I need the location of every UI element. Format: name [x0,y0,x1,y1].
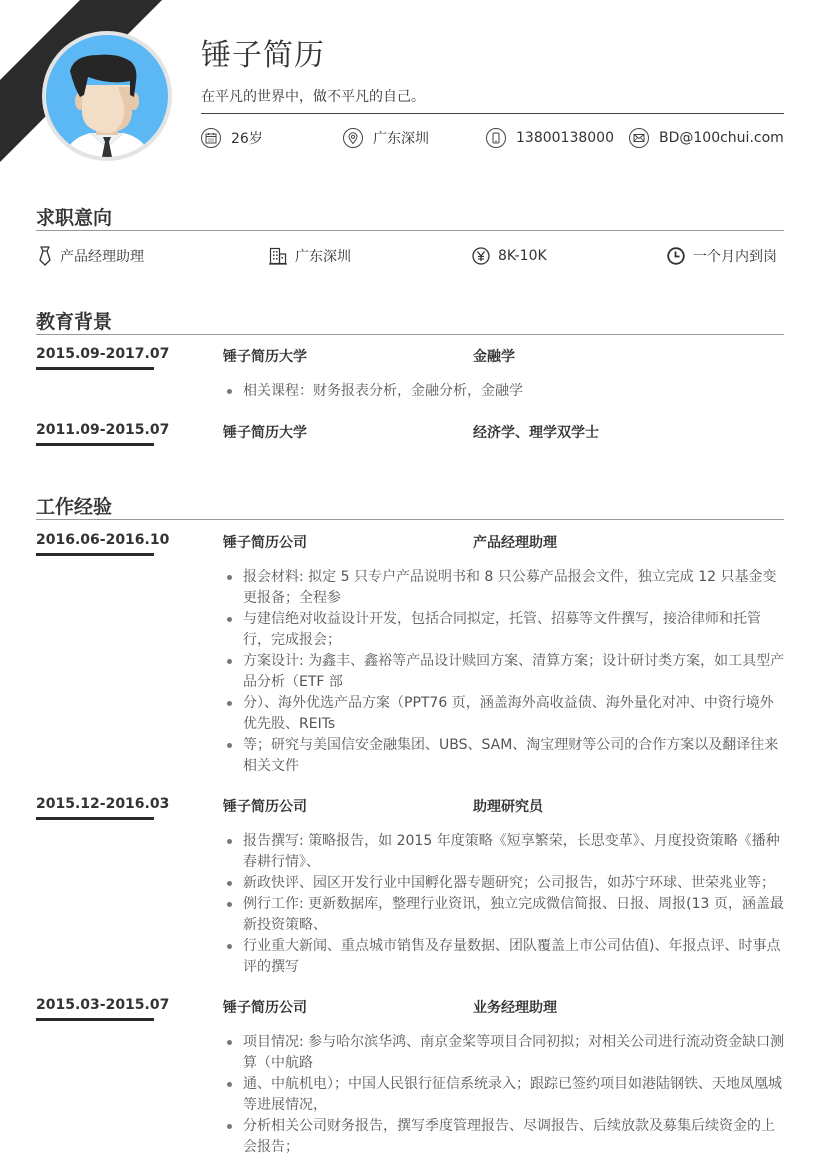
info-email [629,127,784,149]
job-role: 业务经理助理 [473,1000,557,1016]
clock-icon [667,247,685,265]
bullet-item: 分）、海外优选产品方案（PPT76 页，涵盖海外高收益债、海外量化对冲、中资行境外优先股、REITs [225,693,785,735]
major: 经济学、理学双学士 [473,425,599,441]
entry-date: 2015.09-2017.07 [36,346,170,362]
school-name: 锤子简历大学 [223,425,307,441]
bullet-item: 报会材料: 拟定 5 只专户产品说明书和 8 只公募产品报会文件，独立完成 12 只基金变更报备；全程参 [225,567,785,609]
date-underline [36,443,154,446]
entry-date: 2015.03-2015.07 [36,997,170,1013]
bullet-item: 行业重大新闻、重点城市销售及存量数据、团队覆盖上市公司估值)、年报点评、时事点评的撰写 [225,936,785,978]
location-pin-icon [343,128,363,148]
info-phone [486,127,614,149]
yen-icon [472,247,490,265]
bullet-item: 项目情况: 参与哈尔滨华鸿、南京金桨等项目合同初拟；对相关公司进行流动资金缺口测算（中航路 [225,1032,785,1074]
age-value: 26岁 [231,131,263,147]
entry-date: 2015.12-2016.03 [36,796,170,812]
date-underline [36,553,154,556]
bullet-item: 例行工作: 更新数据库，整理行业资讯，独立完成微信简报、日报、周报(13 页，涵盖最新投资策略、 [225,894,785,936]
section-divider [36,230,784,231]
intent-availability [667,245,777,267]
avatar-illustration [46,35,168,157]
info-age [201,127,263,149]
bullet-item: 通、中航机电）；中国人民银行征信系统录入；跟踪已签约项目如港陆钢铁、天地凤凰城等进展情况， [225,1074,785,1116]
intent-city-value: 广东深圳 [295,249,351,265]
bullet-item: 与建信绝对收益设计开发，包括合同拟定，托管、招募等文件撰写，接洽律师和托管行，完成报会； [225,609,785,651]
entry-bullets [225,831,785,978]
bullet-item: 等；研究与美国信安金融集团、UBS、SAM、淘宝理财等公司的合作方案以及翻译往来相关文件 [225,735,785,777]
job-role: 助理研究员 [473,799,543,815]
bullet-item: 报告撰写: 策略报告，如 2015 年度策略《短享繁荣，长思变革》、月度投资策略《播种春耕行情》、 [225,831,785,873]
intent-salary-value: 8K-10K [498,248,547,264]
location-value: 广东深圳 [373,131,429,147]
bullet-item: 新政快评、园区开发行业中国孵化器专题研究；公司报告，如苏宁环球、世荣兆业等； [225,873,785,894]
major: 金融学 [473,349,515,365]
candidate-name: 锤子简历 [201,38,325,73]
calendar-icon [201,128,221,148]
avatar [42,31,172,161]
intent-city [269,245,351,267]
contact-info-row [201,127,791,149]
phone-icon [486,128,506,148]
entry-bullets [225,381,785,402]
date-underline [36,817,154,820]
building-icon [269,247,287,265]
bullet-item: 分析相关公司财务报告，撰写季度管理报告、尽调报告、后续放款及募集后续资金的上会报告； [225,1116,785,1158]
section-title-intent: 求职意向 [36,207,113,229]
school-name: 锤子简历大学 [223,349,307,365]
header-divider [201,113,784,114]
section-title-work: 工作经验 [36,496,113,518]
intent-position-value: 产品经理助理 [60,249,144,265]
section-divider [36,519,784,520]
section-divider [36,334,784,335]
tie-icon [38,246,52,266]
date-underline [36,1018,154,1021]
entry-bullets [225,1032,785,1158]
job-role: 产品经理助理 [473,535,557,551]
info-location [343,127,429,149]
intent-salary [472,245,547,267]
entry-date: 2011.09-2015.07 [36,422,170,438]
entry-bullets [225,567,785,777]
email-value: BD@100chui.com [659,130,784,146]
intent-availability-value: 一个月内到岗 [693,249,777,265]
section-title-education: 教育背景 [36,311,113,333]
intent-position [38,245,144,267]
company-name: 锤子简历公司 [223,1000,307,1016]
company-name: 锤子简历公司 [223,535,307,551]
bullet-item: 方案设计: 为鑫丰、鑫裕等产品设计赎回方案、清算方案；设计研讨类方案，如工具型产品分析（ETF 部 [225,651,785,693]
mail-icon [629,128,649,148]
entry-date: 2016.06-2016.10 [36,532,170,548]
date-underline [36,367,154,370]
motto: 在平凡的世界中，做不平凡的自己。 [201,89,425,105]
company-name: 锤子简历公司 [223,799,307,815]
phone-value: 13800138000 [516,130,614,146]
bullet-item: 相关课程：财务报表分析，金融分析，金融学 [225,381,785,402]
